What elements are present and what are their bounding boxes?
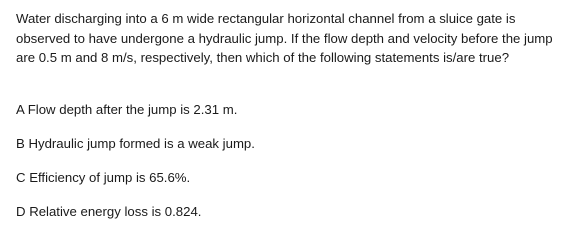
option-c[interactable]: C Efficiency of jump is 65.6%. — [16, 170, 191, 185]
question-text: Water discharging into a 6 m wide rectangular horizontal channel from a sluice gate is observed to have undergone a hydraulic jump. If the flow depth and velocity before the jump are 0.5 m and 8 m/s, respectively, then which of the following statements is/are true? — [16, 11, 553, 65]
option-b[interactable]: B Hydraulic jump formed is a weak jump. — [16, 136, 255, 151]
option-d[interactable]: D Relative energy loss is 0.824. — [16, 204, 202, 219]
option-a[interactable]: A Flow depth after the jump is 2.31 m. — [16, 102, 238, 117]
